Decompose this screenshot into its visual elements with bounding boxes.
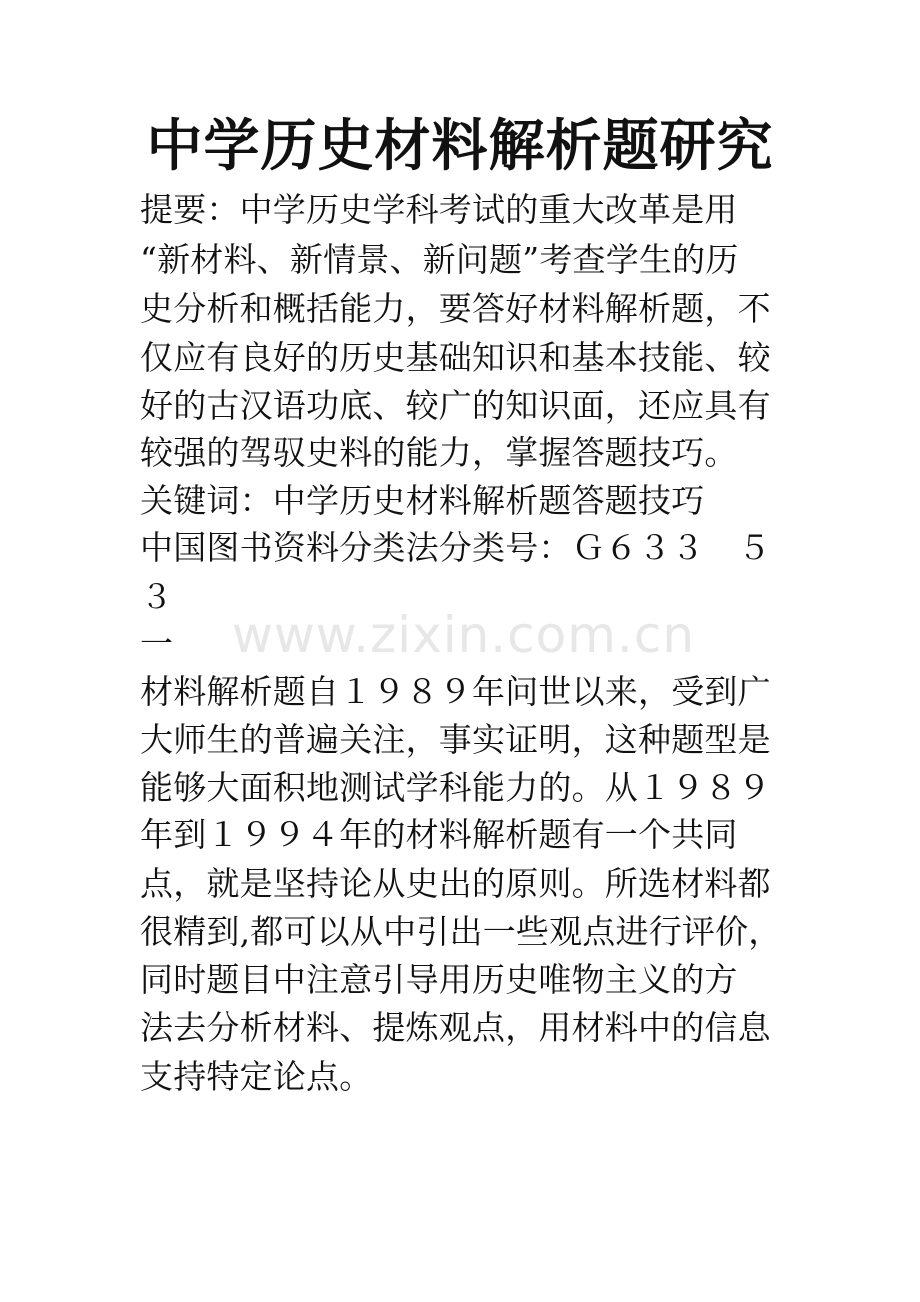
body-line-5: 点，就是坚持论从史出的原则。所选材料都 <box>140 864 771 903</box>
body-line-3: 能够大面积地测试学科能力的。从１９８９ <box>140 768 771 807</box>
body-line-4: 年到１９９４年的材料解析题有一个共同 <box>140 815 738 854</box>
body-line-9: 支持特定论点。 <box>140 1057 373 1096</box>
abstract-line-1: 提要：中学历史学科考试的重大改革是用 <box>140 190 738 229</box>
body-line-7: 同时题目中注意引导用历史唯物主义的方 <box>140 960 738 999</box>
classification-line-cont: ３ <box>140 577 174 616</box>
body-line-6: 很精到,都可以从中引出一些观点进行评价， <box>140 912 782 951</box>
abstract-line-5: 好的古汉语功底、较广的知识面，还应具有 <box>140 386 771 425</box>
abstract-line-3: 史分析和概括能力，要答好材料解析题，不 <box>140 289 771 328</box>
abstract-line-4: 仅应有良好的历史基础知识和基本技能、较 <box>140 338 771 377</box>
section-heading: 一 <box>140 624 174 663</box>
document-title: 中学历史材料解析题研究 <box>146 114 774 179</box>
body-line-1: 材料解析题自１９８９年问世以来，受到广 <box>140 672 771 711</box>
abstract-line-6: 较强的驾驭史料的能力，掌握答题技巧。 <box>140 433 738 472</box>
body-line-8: 法去分析材料、提炼观点，用材料中的信息 <box>140 1008 771 1047</box>
classification-line: 中国图书资料分类法分类号：Ｇ６３３ ５ <box>140 528 771 567</box>
abstract-line-2: “新材料、新情景、新问题”考查学生的历 <box>140 240 739 279</box>
body-line-2: 大师生的普遍关注，事实证明，这种题型是 <box>140 720 771 759</box>
keywords-line: 关键词：中学历史材料解析题答题技巧 <box>140 481 705 520</box>
watermark: www.zixin.com.cn <box>232 606 696 664</box>
